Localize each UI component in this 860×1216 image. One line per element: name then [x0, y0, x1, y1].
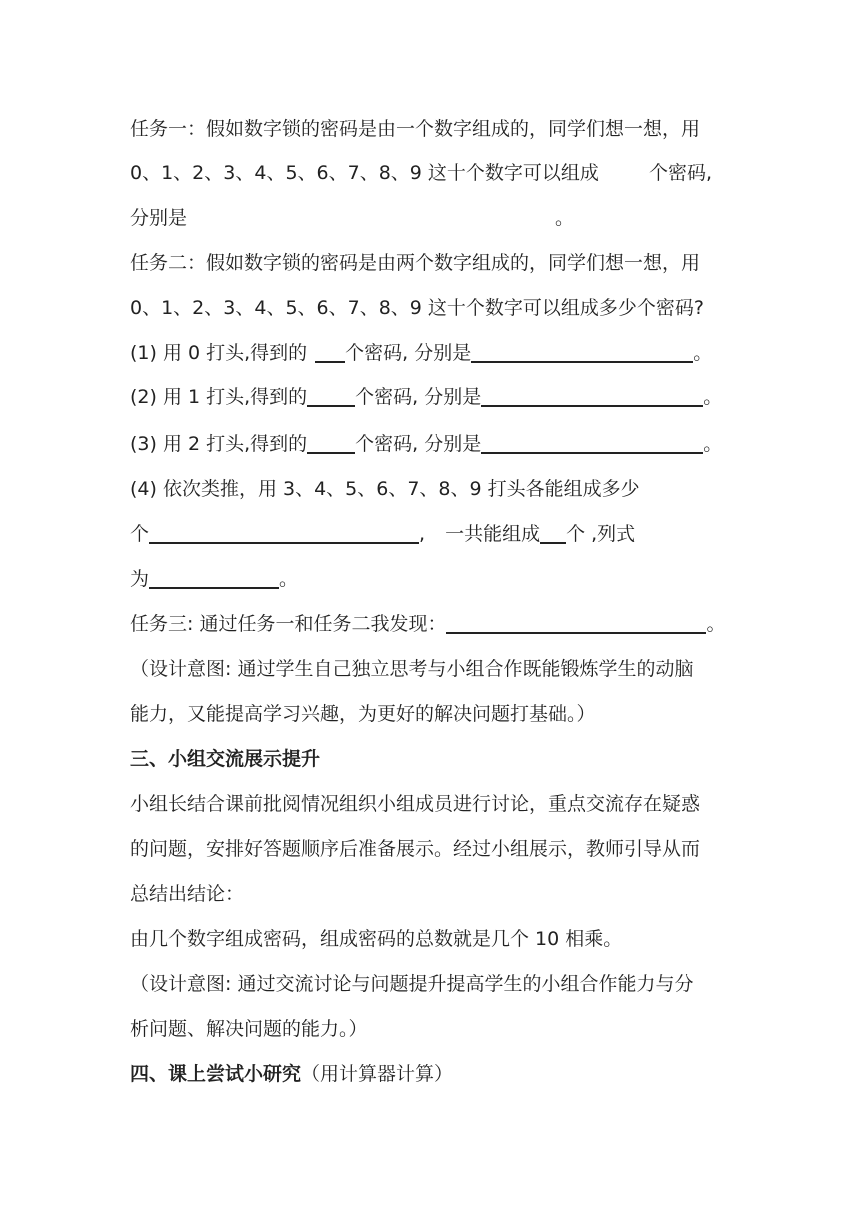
- section3-p1: [130, 791, 740, 817]
- section3-p4-text: 由几个数字组成密码，组成密码的总数就是几个 10 相乘。: [130, 928, 623, 950]
- task2-line1: [130, 250, 740, 276]
- design1-line2: [130, 701, 740, 727]
- task1-line1-text: 任务一：假如数字锁的密码是由一个数字组成的，同学们想一想，用: [130, 118, 701, 140]
- section3-p1-text: 小组长结合课前批阅情况组织小组成员进行讨论，重点交流存在疑惑: [130, 793, 701, 815]
- task1-line2-text: 0、1、2、3、4、5、6、7、8、9 这十个数字可以组成: [130, 162, 599, 184]
- q4-line3-prefix: 为: [130, 568, 150, 590]
- section4-heading: [130, 1061, 740, 1087]
- q3-prefix: (3) 用 2 打头,得到的: [130, 433, 308, 455]
- section3-p4: [130, 926, 740, 952]
- design1-line1-text: （设计意图: 通过学生自己独立思考与小组合作既能锻炼学生的动脑: [130, 658, 694, 680]
- design2-line1: [130, 971, 740, 997]
- design1-line2-text: 能力，又能提高学习兴趣，为更好的解决问题打基础。）: [130, 703, 596, 725]
- task2-q2: [130, 384, 740, 410]
- task2-line1-text: 任务二：假如数字锁的密码是由两个数字组成的，同学们想一想，用: [130, 252, 701, 274]
- q1-prefix: (1) 用 0 打头,得到的: [130, 342, 308, 364]
- design2-line2-text: 析问题、解决问题的能力。）: [130, 1018, 368, 1040]
- q1-period: 。: [693, 342, 713, 364]
- q3-count-blank[interactable]: [307, 432, 355, 454]
- section3-heading: [130, 746, 740, 772]
- task1-line3-period: 。: [555, 207, 575, 229]
- section3-heading-text: 三、小组交流展示提升: [130, 748, 321, 770]
- task2-q4-line2: [130, 521, 740, 547]
- q2-period: 。: [703, 386, 723, 408]
- q1-list-blank[interactable]: [471, 341, 693, 363]
- task3-text: 任务三: 通过任务一和任务二我发现：: [130, 613, 447, 635]
- q2-middle: 个密码, 分别是: [355, 386, 482, 408]
- task2-q3: [130, 431, 740, 457]
- q3-list-blank[interactable]: [481, 432, 703, 454]
- design2-line1-text: （设计意图: 通过交流讨论与问题提升提高学生的小组合作能力与分: [130, 973, 694, 995]
- q4-total-blank[interactable]: [540, 522, 566, 544]
- q4-line3-period: 。: [279, 568, 299, 590]
- task2-q4-line3: [130, 566, 740, 592]
- task2-q1: [130, 340, 740, 366]
- section4-note: （用计算器计算）: [301, 1063, 454, 1085]
- section3-p2: [130, 836, 740, 862]
- q4-total-label: 一共能组成: [445, 523, 541, 545]
- q3-middle: 个密码, 分别是: [355, 433, 482, 455]
- q2-prefix: (2) 用 1 打头,得到的: [130, 386, 308, 408]
- task3-period: 。: [706, 613, 726, 635]
- section3-p3: [130, 881, 740, 907]
- design1-line1: [130, 656, 740, 682]
- task1-line3-text: 分别是: [130, 207, 188, 229]
- task1-line2: [130, 160, 740, 186]
- task2-q4-line1: [130, 476, 740, 502]
- task1-line3: [130, 205, 740, 231]
- q4-formula-label: 个 ,列式: [566, 523, 636, 545]
- task3-blank[interactable]: [446, 612, 706, 634]
- section3-p2-text: 的问题，安排好答题顺序后准备展示。经过小组展示，教师引导从而: [130, 838, 701, 860]
- q2-count-blank[interactable]: [307, 385, 355, 407]
- q4-formula-blank[interactable]: [149, 567, 279, 589]
- q1-middle: 个密码, 分别是: [345, 342, 472, 364]
- design2-line2: [130, 1016, 740, 1042]
- section3-p3-text: 总结出结论：: [130, 883, 245, 905]
- q4-line1-text: (4) 依次类推，用 3、4、5、6、7、8、9 打头各能组成多少: [130, 478, 640, 500]
- task2-line2-text: 0、1、2、3、4、5、6、7、8、9 这十个数字可以组成多少个密码?: [130, 297, 705, 319]
- section4-heading-text: 四、课上尝试小研究: [130, 1063, 302, 1085]
- q2-list-blank[interactable]: [481, 385, 703, 407]
- q4-line2-prefix: 个: [130, 523, 150, 545]
- q3-period: 。: [703, 433, 723, 455]
- task3-line: [130, 611, 740, 637]
- q1-count-blank[interactable]: [315, 341, 345, 363]
- q4-list-blank[interactable]: [149, 522, 419, 544]
- q4-comma: ,: [419, 523, 426, 545]
- task1-line2-suffix: 个密码,: [648, 162, 712, 184]
- task2-line2: [130, 295, 740, 321]
- task1-line1: [130, 116, 740, 142]
